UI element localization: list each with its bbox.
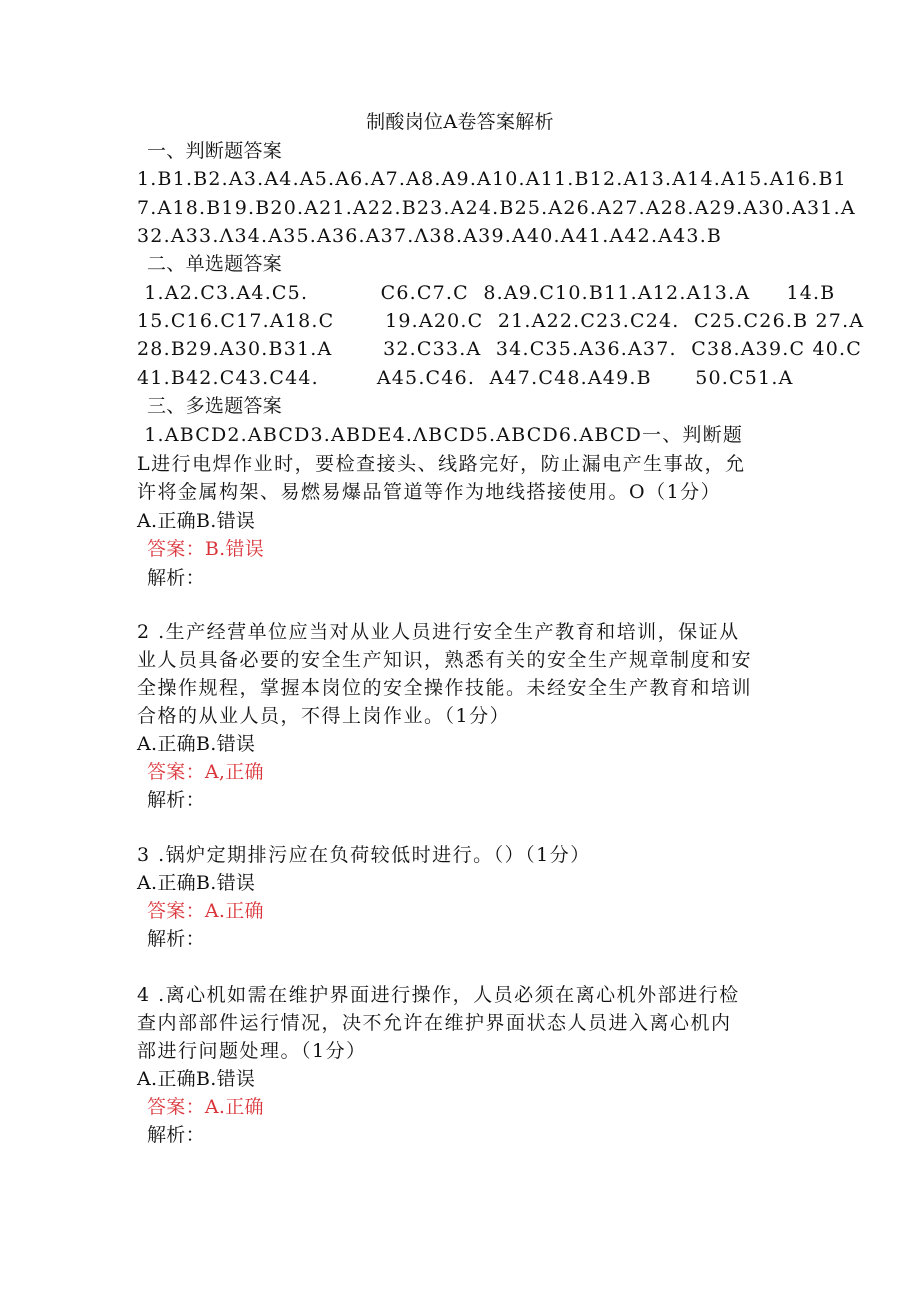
answer-line: 32.A33.Λ34.A35.A36.A37.Λ38.A39.A40.A41.A42.A43.B [137, 225, 723, 247]
answer-label: 答案：A,正确 [147, 761, 264, 783]
question-text: 合格的从业人员，不得上岗作业。（1分） [137, 705, 511, 727]
question-text: 3 .锅炉定期排污应在负荷较低时进行。（）（1分） [137, 844, 591, 866]
analysis-label: 解析： [147, 567, 205, 589]
question-text: 部进行问题处理。（1分） [137, 1040, 367, 1062]
answer-line: 1.B1.B2.A3.A4.A5.A6.A7.A8.A9.A10.A11.B12.A13.A14.A15.A16.B1 [137, 168, 847, 190]
question-options: A.正确B.错误 [137, 1068, 256, 1090]
answer-line: 28.B29.A30.B31.A 32.C33.A 34.C35.A36.A37. C38.A39.C 40.C [137, 338, 863, 360]
section-heading-judgement: 一、判断题答案 [147, 140, 283, 162]
answer-line: 1.ABCD2.ABCD3.ABDE4.ΛBCD5.ABCD6.ABCD一、判断题 [137, 424, 744, 446]
answer-line: 1.A2.C3.A4.C5. C6.C7.C 8.A9.C10.B11.A12.A13.A 14.B [137, 282, 836, 304]
answer-line: 41.B42.C43.C44. A45.C46. A47.C48.A49.B 50.C51.A [137, 367, 794, 389]
section-heading-single-choice: 二、单选题答案 [147, 253, 283, 275]
question-text: L进行电焊作业时，要检查接头、线路完好，防止漏电产生事故，允 [137, 453, 746, 475]
analysis-label: 解析： [147, 789, 205, 811]
question-options: A.正确B.错误 [137, 872, 256, 894]
page-title: 制酸岗位A卷答案解析 [366, 111, 554, 133]
answer-line: 7.A18.B19.B20.A21.A22.B23.A24.B25.A26.A27.A28.A29.A30.A31.A [137, 197, 856, 219]
answer-label: 答案：B.错误 [147, 538, 265, 560]
question-text: 4 .离心机如需在维护界面进行操作，人员必须在离心机外部进行检 [137, 984, 740, 1006]
question-text: 2 .生产经营单位应当对从业人员进行安全生产教育和培训，保证从 [137, 621, 740, 643]
answer-label: 答案：A.正确 [147, 900, 264, 922]
question-text: 全操作规程，掌握本岗位的安全操作技能。未经安全生产教育和培训 [137, 677, 753, 699]
question-options: A.正确B.错误 [137, 510, 256, 532]
analysis-label: 解析： [147, 928, 205, 950]
question-text: 业人员具备必要的安全生产知识，熟悉有关的安全生产规章制度和安 [137, 649, 753, 671]
answer-line: 15.C16.C17.A18.C 19.A20.C 21.A22.C23.C24. C25.C26.B 27.A [137, 310, 865, 332]
analysis-label: 解析： [147, 1124, 205, 1146]
question-options: A.正确B.错误 [137, 733, 256, 755]
question-text: 许将金属构架、易燃易爆品管道等作为地线搭接使用。O（1分） [137, 481, 722, 503]
section-heading-multi-choice: 三、多选题答案 [147, 395, 283, 417]
answer-label: 答案：A.正确 [147, 1096, 264, 1118]
question-text: 查内部部件运行情况，决不允许在维护界面状态人员进入离心机内 [137, 1012, 732, 1034]
